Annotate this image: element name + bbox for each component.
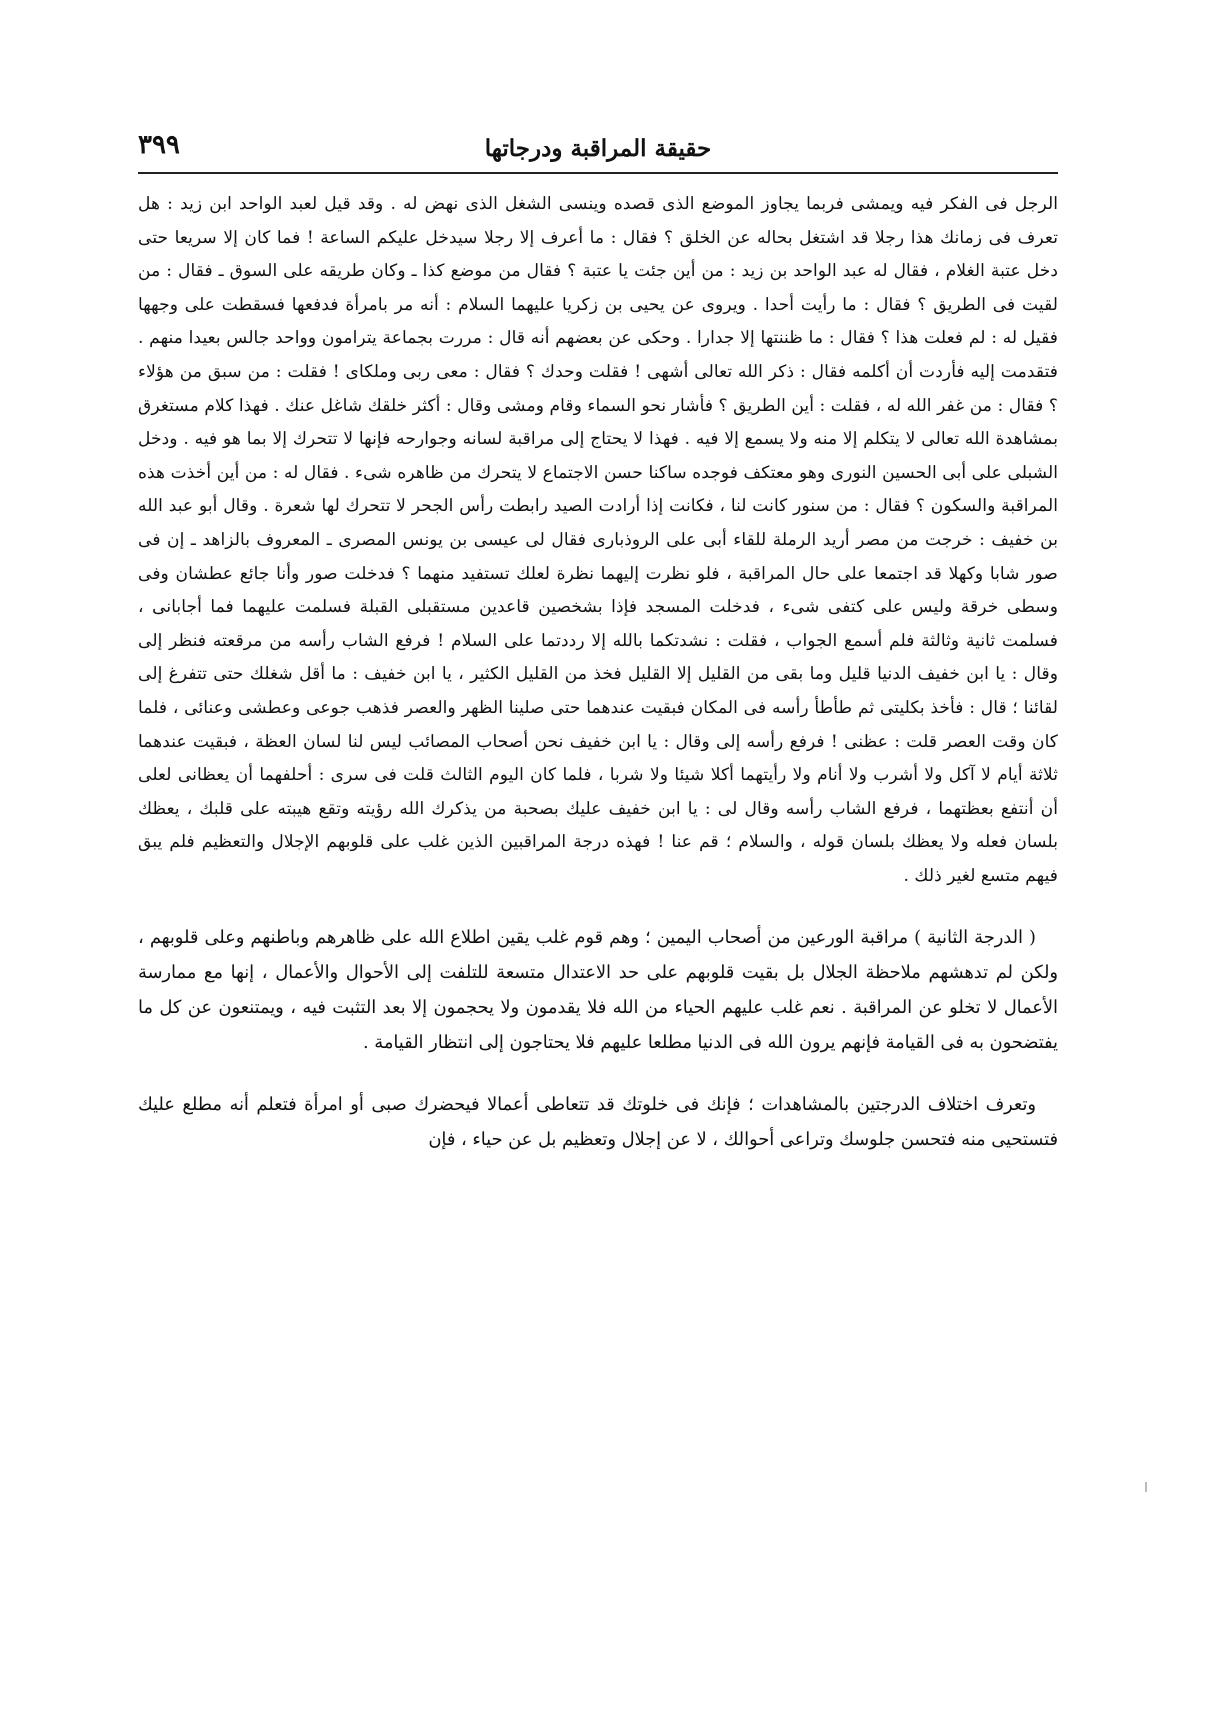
paragraph-text: ( الدرجة الثانية ) مراقبة الورعين من أصحاب اليمين ؛ وهم قوم غلب يقين اطلاع الله على ظاهرهم وباطنهم وعلى قلوبهم ، ولكن لم تدهشهم ملاحظة الجلال بل بقيت قلوبهم على حد الاعتدال متسعة للتلفت إلى الأحوال والأعمال ، إنها مع ممارسة الأعمال لا تخلو عن المراقبة . نعم غلب عليهم الحياء من الله فلا يقدمون ولا يحجمون إلا بعد التثبت فيه ، ويمتنعون عن كل ما يفتضحون به فى القيامة فإنهم يرون الله فى الدنيا مطلعا عليهم فلا يحتاجون إلى انتظار القيامة . [138, 927, 1058, 1054]
scan-edge-mark [1145, 1482, 1147, 1492]
header-rule [138, 172, 1058, 174]
page-header [138, 128, 1058, 168]
paragraph-second-degree [138, 920, 1058, 1060]
paragraph-text: الرجل فى الفكر فيه ويمشى فربما يجاوز الموضع الذى قصده وينسى الشغل الذى نهض له . وقد قيل لعبد الواحد ابن زيد : هل تعرف فى زمانك هذا رجلا قد اشتغل بحاله عن الخلق ؟ فقال : ما أعرف إلا رجلا سيدخل عليكم الساعة ! فما كان إلا سريعا حتى دخل عتبة الغلام ، فقال له عبد الواحد بن زيد : من أين جئت يا عتبة ؟ فقال من موضع كذا ـ وكان طريقه على السوق ـ فقال : من لقيت فى الطريق ؟ فقال : ما رأيت أحدا . ويروى عن يحيى بن زكريا عليهما السلام : أنه مر بامرأة فدفعها فسقطت على وجهها فقيل له : لم فعلت هذا ؟ فقال : ما ظننتها إلا جدارا . وحكى عن بعضهم أنه قال : مررت بجماعة يترامون وواحد جالس بعيدا منهم . فتقدمت إليه فأردت أن أكلمه فقال : ذكر الله تعالى أشهى ! فقلت وحدك ؟ فقال : معى ربى وملكاى ! فقلت : من سبق من هؤلاء ؟ فقال : من غفر الله له ، فقلت : أين الطريق ؟ فأشار نحو السماء وقام ومشى وقال : أكثر خلقك شاغل عنك . فهذا كلام مستغرق بمشاهدة الله تعالى لا يتكلم إلا منه ولا يسمع إلا فيه . فهذا لا يحتاج إلى مراقبة لسانه وجوارحه فإنها لا تتحرك إلا بما هو فيه . ودخل الشبلى على أبى الحسين النورى وهو معتكف فوجده ساكنا حسن الاجتماع لا يتحرك من ظاهره شىء . فقال له : من أين أخذت هذه المراقبة والسكون ؟ فقال : من سنور كانت لنا ، فكانت إذا أرادت الصيد رابطت رأس الجحر لا تتحرك لها شعرة . وقال أبو عبد الله بن خفيف : خرجت من مصر أريد الرملة للقاء أبى على الروذبارى فقال لى عيسى بن يونس المصرى ـ المعروف بالزاهد ـ إن فى صور شابا وكهلا قد اجتمعا على حال المراقبة ، فلو نظرت إليهما نظرة لعلك تستفيد منهما ؟ فدخلت صور وأنا جائع عطشان وفى وسطى خرقة وليس على كتفى شىء ، فدخلت المسجد فإذا بشخصين قاعدين مستقبلى القبلة فسلمت عليهما فما أجابانى ، فسلمت ثانية وثالثة فلم أسمع الجواب ، فقلت : نشدتكما بالله إلا رددتما على السلام ! فرفع الشاب رأسه من مرقعته فنظر إلى وقال : يا ابن خفيف الدنيا قليل وما بقى من القليل إلا القليل فخذ من القليل الكثير ، يا ابن خفيف : ما أقل شغلك حتى تتفرغ إلى لقائنا ؛ قال : فأخذ بكليتى ثم طأطأ رأسه فى المكان فبقيت عندهما حتى صلينا الظهر والعصر فذهب جوعى وعطشى وعنائى ، فلما كان وقت العصر قلت : عظنى ! فرفع رأسه إلى وقال : يا ابن خفيف نحن أصحاب المصائب ليس لنا لسان العظة ، فبقيت عندهما ثلاثة أيام لا آكل ولا أشرب ولا أنام ولا رأيتهما أكلا شيئا ولا شربا ، فلما كان اليوم الثالث قلت فى سرى : أحلفهما أن يعظانى لعلى أن أنتفع بعظتهما ، فرفع الشاب رأسه وقال لى : يا ابن خفيف عليك بصحبة من يذكرك الله رؤيته وتقع هيبته على قلبك ، يعظك بلسان فعله ولا يعظك بلسان قوله ، والسلام ؛ قم عنا ! فهذه درجة المراقبين الذين غلب على قلوبهم الإجلال والتعظيم فلم يبق فيهم متسع لغير ذلك . [138, 194, 1059, 886]
paragraph-text: وتعرف اختلاف الدرجتين بالمشاهدات ؛ فإنك فى خلوتك قد تتعاطى أعمالا فيحضرك صبى أو امرأة فتعلم أنه مطلع عليك فتستحيى منه فتحسن جلوسك وتراعى أحوالك ، لا عن إجلال وتعظيم بل عن حياء ، فإن [138, 1094, 1058, 1151]
paragraph-continuation [138, 188, 1058, 893]
book-page [138, 128, 1058, 1668]
paragraph-difference [138, 1087, 1058, 1157]
page-number: ٣٩٩ [138, 130, 180, 160]
running-title: حقيقة المراقبة ودرجاتها [484, 134, 712, 162]
